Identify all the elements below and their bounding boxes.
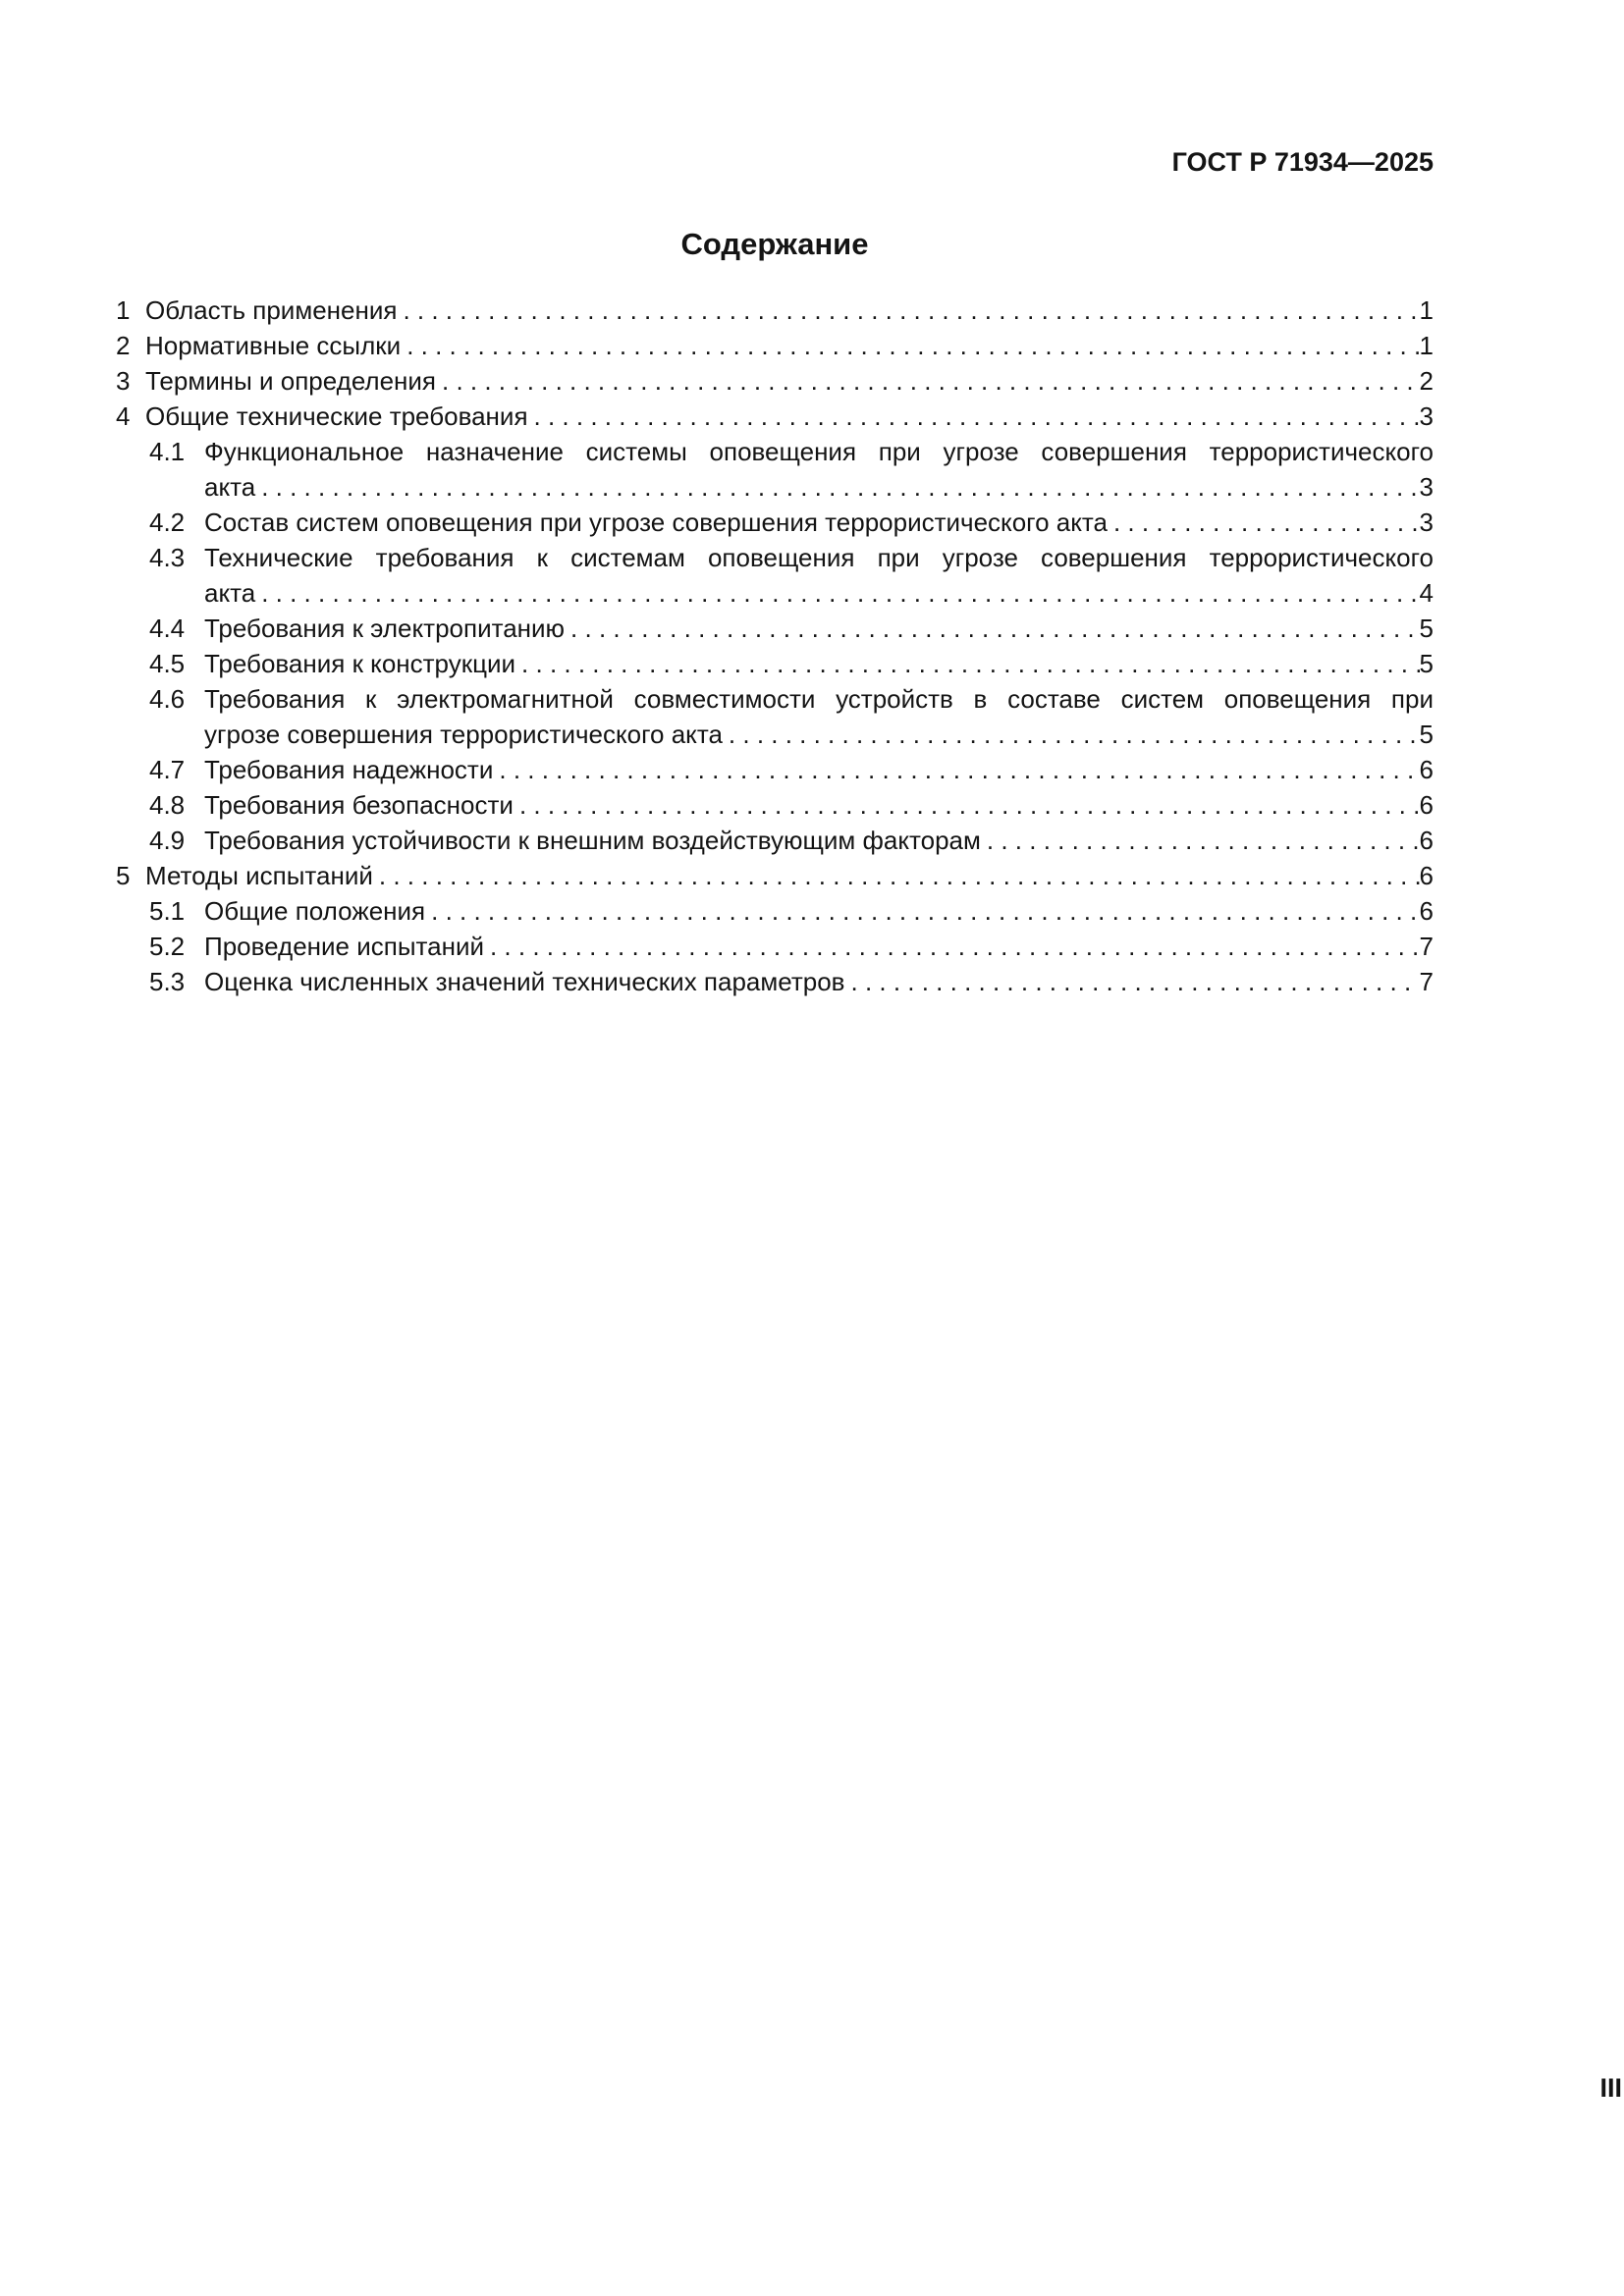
toc-entry-row — [116, 611, 1434, 646]
dot-leader — [493, 752, 1419, 787]
dot-leader — [981, 823, 1420, 858]
page-content — [116, 0, 1434, 999]
entry-page-number: 3 — [1419, 507, 1434, 537]
toc-entry-row — [116, 787, 1434, 823]
entry-title: Проведение испытаний — [204, 932, 484, 961]
entry-number: 4.2 — [149, 507, 186, 537]
toc-entry-row — [116, 363, 1434, 399]
entry-page-number: 6 — [1419, 896, 1434, 926]
toc-entry-row — [116, 964, 1434, 999]
toc-list — [116, 293, 1434, 999]
entry-page-number: 6 — [1419, 790, 1434, 820]
entry-number: 5.2 — [149, 932, 186, 961]
entry-page-number: 4 — [1419, 578, 1434, 608]
toc-entry-row — [116, 752, 1434, 787]
dot-leader — [397, 293, 1419, 328]
entry-title: Технические требования к системам оповещения при угрозе совершения террористического — [204, 543, 1434, 572]
entry-page-number: 6 — [1419, 861, 1434, 890]
entry-page-number: 3 — [1419, 472, 1434, 502]
entry-page-number: 3 — [1419, 401, 1434, 431]
toc-entry-row — [116, 293, 1434, 328]
entry-title: Нормативные ссылки — [145, 331, 402, 360]
dot-leader — [528, 399, 1420, 434]
dot-leader — [436, 363, 1420, 399]
entry-title: Требования к конструкции — [204, 649, 516, 678]
entry-page-number: 7 — [1419, 967, 1434, 996]
document-number-header: ГОСТ Р 71934—2025 — [1171, 147, 1434, 177]
toc-entry-row — [116, 929, 1434, 964]
entry-number: 4.5 — [149, 649, 186, 678]
entry-title: Требования безопасности — [204, 790, 514, 820]
dot-leader — [255, 469, 1419, 505]
page-title: Содержание — [680, 227, 869, 261]
dot-leader — [373, 858, 1420, 893]
entry-number: 3 — [116, 366, 131, 396]
entry-title: Оценка численных значений технических параметров — [204, 967, 845, 996]
toc-entry-row — [116, 646, 1434, 681]
entry-title: Требования к электромагнитной совместимости устройств в составе систем оповещения при — [204, 684, 1434, 714]
entry-title: Область применения — [145, 295, 398, 325]
entry-title: Методы испытаний — [145, 861, 373, 890]
entry-title: Общие технические требования — [145, 401, 528, 431]
entry-number: 4.7 — [149, 755, 186, 784]
toc-entry-row — [116, 893, 1434, 929]
entry-page-number: 7 — [1419, 932, 1434, 961]
toc-entry-row — [116, 328, 1434, 363]
toc-entry-row — [116, 399, 1434, 434]
dot-leader — [723, 717, 1420, 752]
entry-number: 2 — [116, 331, 131, 360]
entry-title: угрозе совершения террористического акта — [204, 720, 723, 749]
dot-leader — [845, 964, 1420, 999]
footer-page-number: III — [1599, 2073, 1622, 2103]
dot-leader — [514, 787, 1420, 823]
toc-entry-row — [116, 681, 1434, 717]
entry-number: 5.1 — [149, 896, 186, 926]
toc-entry-row — [116, 469, 1434, 505]
entry-page-number: 5 — [1419, 614, 1434, 643]
entry-number: 4.1 — [149, 437, 186, 466]
dot-leader — [484, 929, 1420, 964]
entry-title: Требования к электропитанию — [204, 614, 566, 643]
dot-leader — [515, 646, 1419, 681]
dot-leader — [1108, 505, 1420, 540]
entry-title: Состав систем оповещения при угрозе совершения террористического акта — [204, 507, 1108, 537]
entry-title: акта — [204, 472, 256, 502]
entry-number: 4.8 — [149, 790, 186, 820]
entry-page-number: 1 — [1419, 295, 1434, 325]
entry-number: 5.3 — [149, 967, 186, 996]
entry-number: 5 — [116, 861, 131, 890]
toc-entry-row — [116, 823, 1434, 858]
entry-number: 4.9 — [149, 826, 186, 855]
toc-entry-row — [116, 575, 1434, 611]
dot-leader — [425, 893, 1419, 929]
entry-number: 4.3 — [149, 543, 186, 572]
entry-title: акта — [204, 578, 256, 608]
dot-leader — [401, 328, 1419, 363]
entry-page-number: 6 — [1419, 755, 1434, 784]
entry-title: Требования надежности — [204, 755, 494, 784]
toc-entry-row — [116, 505, 1434, 540]
entry-number: 4 — [116, 401, 131, 431]
toc-entry-row — [116, 858, 1434, 893]
entry-page-number: 6 — [1419, 826, 1434, 855]
entry-page-number: 2 — [1419, 366, 1434, 396]
entry-title: Общие положения — [204, 896, 426, 926]
entry-number: 1 — [116, 295, 131, 325]
entry-title: Требования устойчивости к внешним воздействующим факторам — [204, 826, 981, 855]
entry-title: Функциональное назначение системы оповещения при угрозе совершения террористического — [204, 437, 1434, 466]
entry-page-number: 5 — [1419, 649, 1434, 678]
dot-leader — [565, 611, 1419, 646]
entry-number: 4.4 — [149, 614, 186, 643]
entry-title: Термины и определения — [145, 366, 437, 396]
dot-leader — [255, 575, 1419, 611]
toc-entry-row — [116, 540, 1434, 575]
entry-number: 4.6 — [149, 684, 186, 714]
toc-entry-row — [116, 434, 1434, 469]
entry-page-number: 1 — [1419, 331, 1434, 360]
entry-page-number: 5 — [1419, 720, 1434, 749]
toc-entry-row — [116, 717, 1434, 752]
